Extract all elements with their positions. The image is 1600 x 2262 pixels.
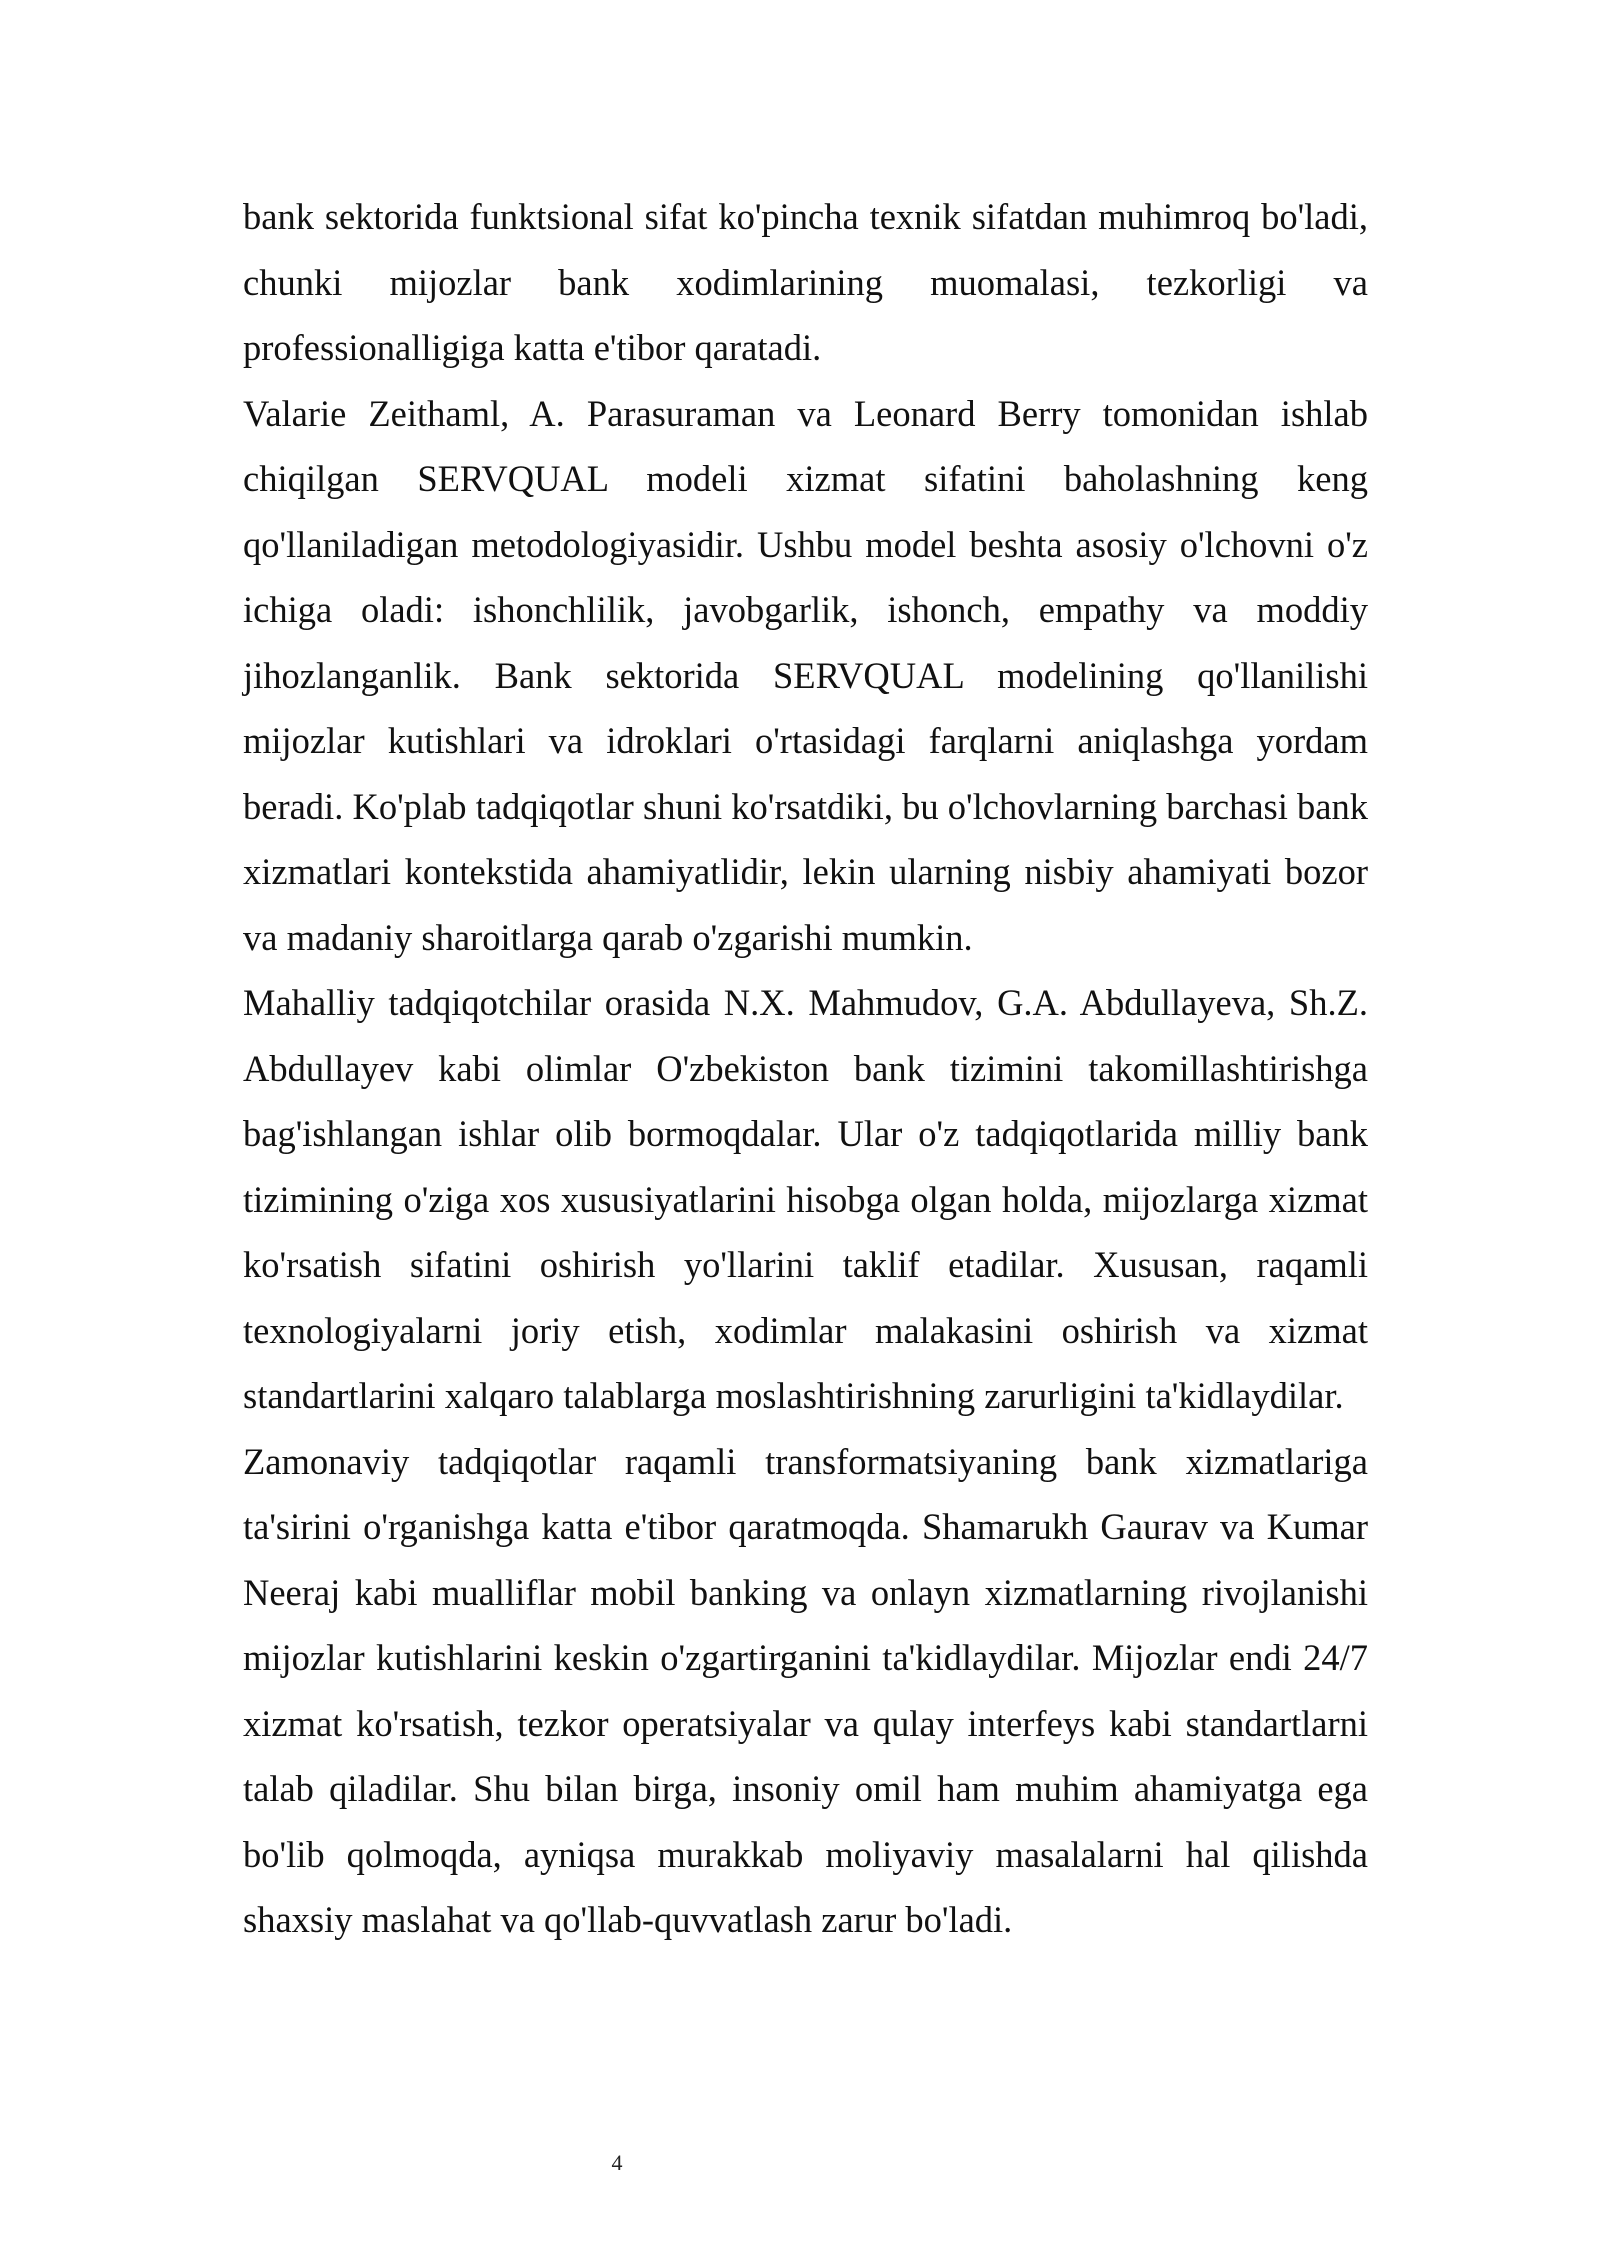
page-number: 4 xyxy=(611,2150,623,2175)
body-text xyxy=(243,184,1368,1953)
paragraph-2: Valarie Zeithaml, A. Parasuraman va Leonard Berry tomonidan ishlab chiqilgan SERVQUAL modeli xizmat sifatini baholashning keng qo'llaniladigan metodologiyasidir. Ushbu model beshta asosiy o'lchovni o'z ichiga oladi: ishonchlilik, javobgarlik, ishonch, empathy va moddiy jihozlanganlik. Bank sektorida SERVQUAL modelining qo'llanilishi mijozlar kutishlari va idroklari o'rtasidagi farqlarni aniqlashga yordam beradi. Ko'plab tadqiqotlar shuni ko'rsatdiki, bu o'lchovlarning barchasi bank xizmatlari kontekstida ahamiyatlidir, lekin ularning nisbiy ahamiyati bozor va madaniy sharoitlarga qarab o'zgarishi mumkin. xyxy=(243,392,1368,958)
paragraph-1: bank sektorida funktsional sifat ko'pincha texnik sifatdan muhimroq bo'ladi, chunki mijozlar bank xodimlarining muomalasi, tezkorligi va professionalligiga katta e'tibor qaratadi. xyxy=(243,196,1368,368)
paragraph-3: Mahalliy tadqiqotchilar orasida N.X. Mahmudov, G.A. Abdullayeva, Sh.Z. Abdullayev kabi olimlar O'zbekiston bank tizimini takomillashtirishga bag'ishlangan ishlar olib bormoqdalar. Ular o'z tadqiqotlarida milliy bank tizimining o'ziga xos xususiyatlarini hisobga olgan holda, mijozlarga xizmat ko'rsatish sifatini oshirish yo'llarini taklif etadilar. Xususan, raqamli texnologiyalarni joriy etish, xodimlar malakasini oshirish va xizmat standartlarini xalqaro talablarga moslashtirishning zarurligini ta'kidlaydilar. xyxy=(243,982,1368,1416)
paragraph-4: Zamonaviy tadqiqotlar raqamli transformatsiyaning bank xizmatlariga ta'sirini o'rganishga katta e'tibor qaratmoqda. Shamarukh Gaurav va Kumar Neeraj kabi mualliflar mobil banking va onlayn xizmatlarning rivojlanishi mijozlar kutishlarini keskin o'zgartirganini ta'kidlaydilar. Mijozlar endi 24/7 xizmat ko'rsatish, tezkor operatsiyalar va qulay interfeys kabi standartlarni talab qiladilar. Shu bilan birga, insoniy omil ham muhim ahamiyatga ega bo'lib qolmoqda, ayniqsa murakkab moliyaviy masalalarni hal qilishda shaxsiy maslahat va qo'llab-quvvatlash zarur bo'ladi. xyxy=(243,1440,1368,1940)
